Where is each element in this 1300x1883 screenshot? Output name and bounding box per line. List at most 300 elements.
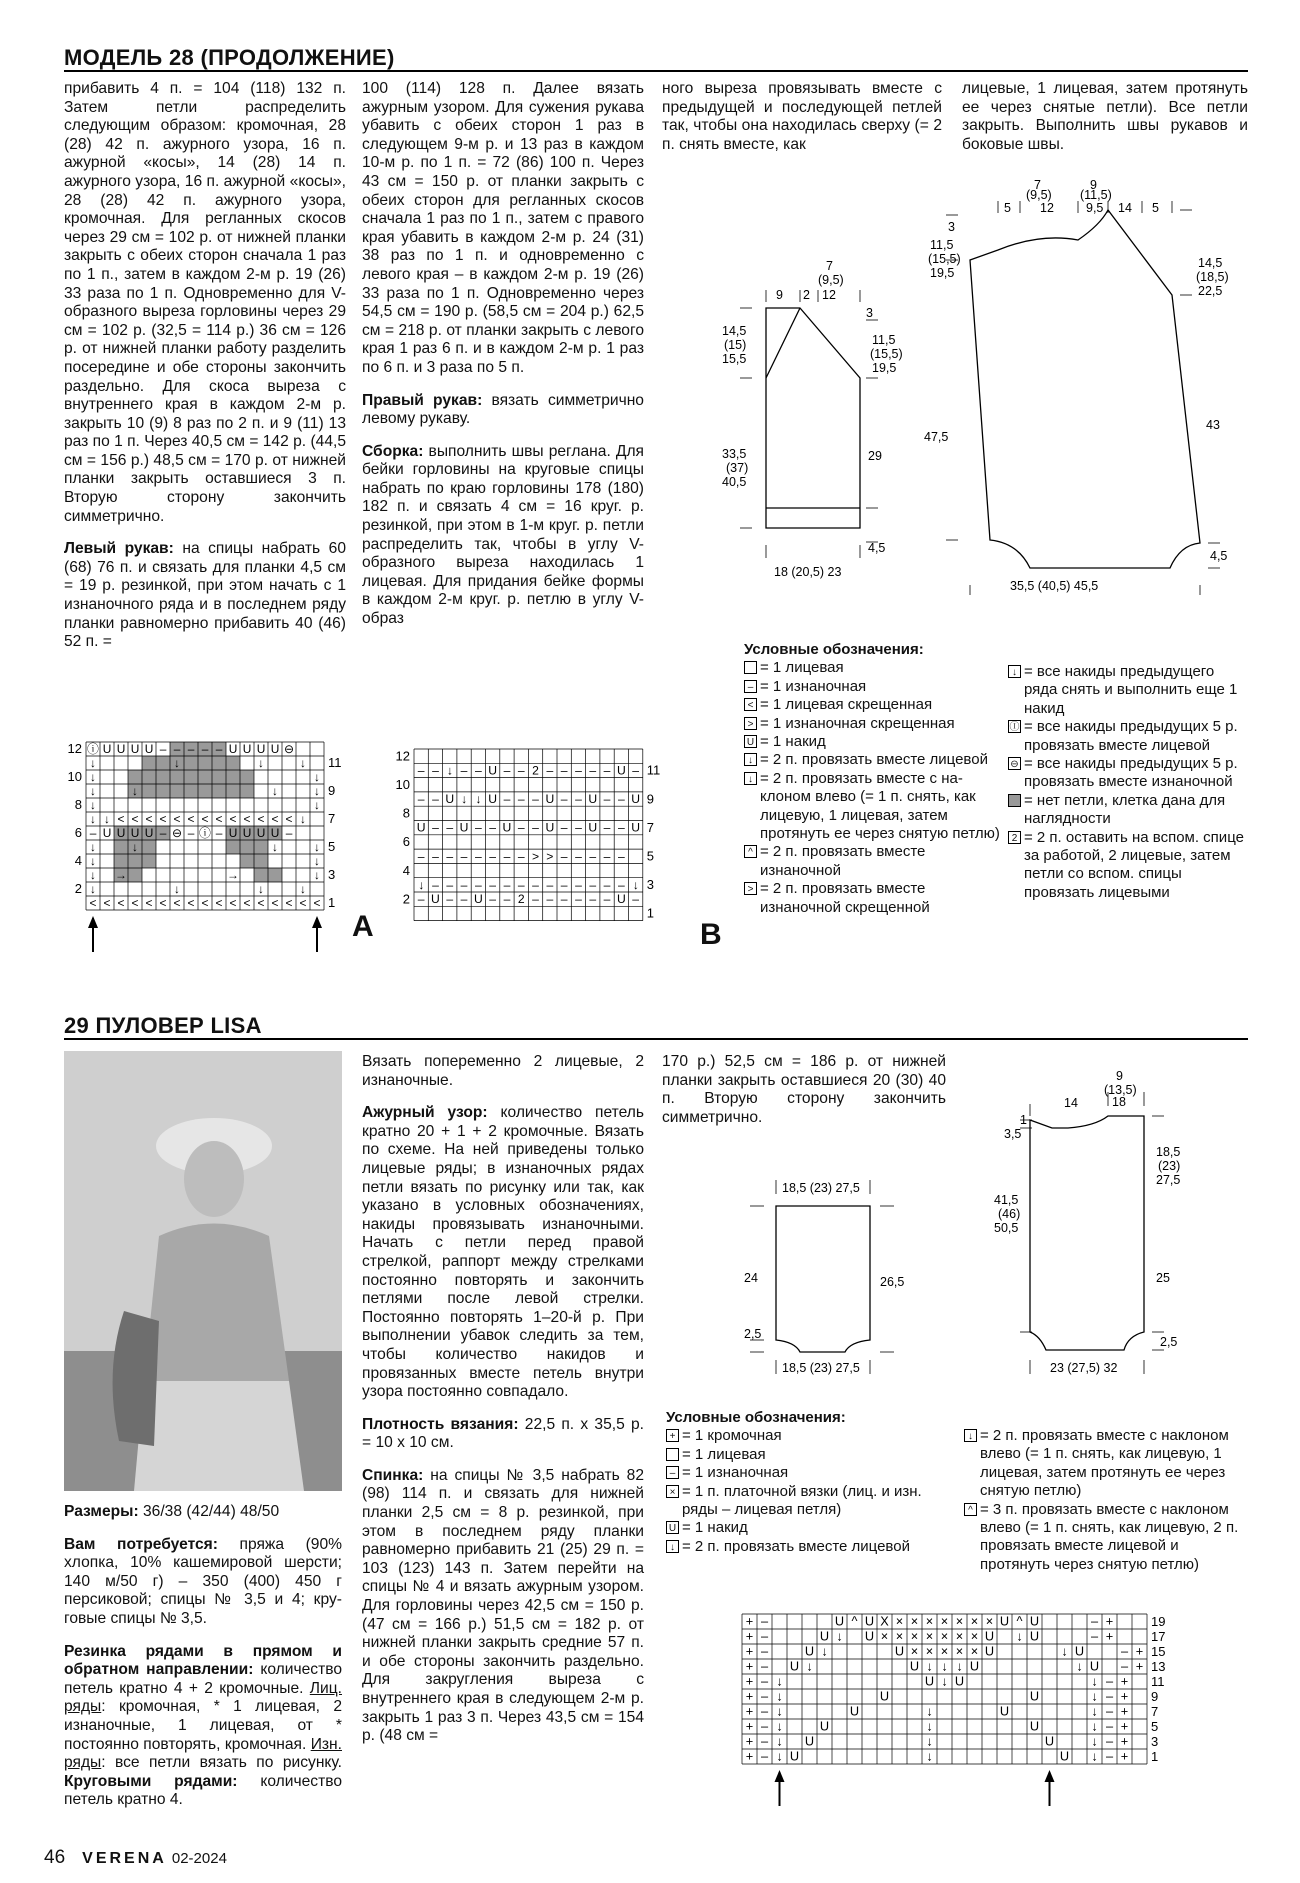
dim-label: 18 (20,5) 23	[774, 565, 842, 579]
dim-label: 47,5	[924, 430, 949, 444]
legend-item	[666, 1483, 956, 1520]
legend-symbol-icon	[744, 661, 757, 674]
chart-symbol: –	[1090, 1628, 1099, 1644]
chart-symbol: <	[187, 811, 195, 826]
chart-symbol: –	[474, 763, 482, 778]
legend-text: = 1 лицевая	[682, 1445, 766, 1463]
chart-symbol: –	[575, 892, 582, 907]
chart-symbol: –	[546, 892, 554, 907]
legend-item	[744, 715, 1004, 733]
chart-symbol: U	[1089, 1658, 1100, 1674]
chart-symbol: ×	[970, 1643, 979, 1659]
chart-symbol: +	[1120, 1673, 1129, 1689]
chart-symbol: U	[488, 792, 498, 807]
legend-symbol-icon: U	[666, 1521, 679, 1534]
chart-symbol: ↓	[90, 811, 96, 826]
chart-symbol: –	[432, 763, 439, 778]
legend-text: = 2 п. провязать вместе изнаночной	[760, 843, 926, 879]
chart-symbol: –	[760, 1703, 769, 1719]
chart-symbol: +	[745, 1703, 754, 1719]
chart-symbol: ↓	[776, 1673, 783, 1689]
chart-cell-grey	[268, 868, 282, 882]
section-rule	[64, 70, 1248, 72]
knitting-chart-b	[390, 745, 710, 945]
legend-item	[1008, 663, 1248, 718]
dim-label: 4,5	[1210, 549, 1228, 563]
text-column-1	[64, 80, 346, 666]
chart-cell-grey	[142, 784, 156, 798]
chart-b-grid	[390, 745, 710, 945]
legend-symbol-icon: U	[744, 735, 757, 748]
dim-label: 14,5	[722, 324, 747, 338]
legend-item	[744, 678, 1004, 696]
chart-symbol: ×	[925, 1613, 934, 1629]
chart-symbol: +	[1120, 1748, 1129, 1764]
model-photo	[64, 1051, 342, 1491]
chart-symbol: –	[1105, 1733, 1114, 1749]
chart-symbol: –	[603, 763, 611, 778]
chart-cell-grey	[198, 784, 212, 798]
dim-label: (15)	[724, 338, 747, 352]
chart-cell-grey	[128, 868, 142, 882]
legend-symbol-icon: ↓	[744, 772, 757, 785]
dim-label: 19,5	[872, 361, 897, 375]
dim-label: 29	[868, 449, 882, 463]
chart-symbol: ⓘ	[87, 741, 99, 756]
chart-symbol: –	[760, 1718, 769, 1734]
chart-symbol: U	[102, 741, 112, 756]
legend-text: = 1 лицевая скрещенная	[760, 696, 933, 714]
dim-label: (9,5)	[818, 273, 844, 287]
legend-symbol-icon: ↓	[1008, 665, 1021, 678]
chart-a-label: A	[352, 910, 374, 943]
chart-row-label: 9	[646, 791, 655, 807]
chart-symbol: U	[999, 1703, 1010, 1719]
legend-text: = 2 п. оставить на вспом. спице за работой, 2 лицевые, затем петли со вспом. спицы провязать лицевыми	[1024, 828, 1244, 901]
dim-label: 3	[866, 306, 873, 320]
chart-symbol: ↓	[314, 783, 320, 798]
chart-symbol: +	[745, 1643, 754, 1659]
text-column-7: 170 р.) 52,5 см = 186 р. от нижней планки закрыть оставшиеся 20 (30) 40 п. Вторую сторону закончить симметрично.	[662, 1053, 946, 1126]
legend-item	[1008, 755, 1248, 792]
chart-cell-grey	[128, 854, 142, 868]
chart-symbol: ×	[925, 1643, 934, 1659]
chart-symbol: +	[1105, 1613, 1114, 1629]
legend-item	[964, 1501, 1248, 1575]
chart-cell-grey	[184, 756, 198, 770]
chart-symbol: ↓	[272, 839, 278, 854]
chart-symbol: ↓	[314, 797, 320, 812]
dim-label: 7	[1034, 178, 1041, 192]
dim-label: 11,5	[872, 333, 896, 347]
chart-symbol: ↓	[258, 755, 264, 770]
chart-cell-grey	[114, 854, 128, 868]
chart-symbol: –	[432, 877, 439, 892]
chart-symbol: ↓	[1016, 1628, 1023, 1644]
dim-label: 5	[1004, 201, 1011, 215]
section-heading-model-29: 29 ПУЛОВЕР LISA	[64, 1013, 262, 1038]
dim-label: 9	[776, 288, 783, 302]
chart-row-label: 5	[646, 848, 655, 864]
chart-cell-grey	[198, 756, 212, 770]
chart-symbol: –	[417, 763, 425, 778]
chart-symbol: –	[560, 892, 568, 907]
legend-text: = 1 п. платочной вязки (лиц. и изн. ряды – лицевая петля)	[682, 1482, 922, 1519]
legend-item	[744, 770, 1004, 844]
chart-symbol: ↓	[446, 763, 453, 778]
chart-symbol: ×	[985, 1613, 994, 1629]
chart-cell-grey	[240, 854, 254, 868]
legend-2-right	[964, 1427, 1248, 1574]
chart-symbol: +	[1135, 1643, 1144, 1659]
chart-symbol: U	[116, 741, 126, 756]
chart-symbol: <	[173, 895, 181, 910]
chart-symbol: ↓	[776, 1748, 783, 1764]
chart-symbol: –	[532, 792, 539, 807]
chart-symbol: –	[617, 877, 625, 892]
chart-symbol: U	[616, 892, 626, 907]
chart-symbol: +	[1120, 1703, 1129, 1719]
chart-symbol: –	[489, 877, 497, 892]
chart-row-label: 2	[402, 891, 410, 907]
chart-symbol: –	[617, 792, 625, 807]
chart-symbol: –	[474, 849, 482, 864]
dim-label: (46)	[998, 1207, 1021, 1221]
chart-symbol: U	[130, 741, 140, 756]
chart-symbol: ↓	[1076, 1658, 1083, 1674]
chart-symbol: ↓	[300, 881, 306, 896]
chart-symbol: ↓	[90, 839, 96, 854]
legend-item	[744, 751, 1004, 769]
chart-symbol: ↓	[1091, 1748, 1098, 1764]
chart-symbol: <	[215, 895, 223, 910]
paragraph: прибавить 4 п. = 104 (118) 132 п. Затем петли распределить следующим образом: кромочная, 28 (28) 42 п. ажурного узора, 16 п. ажурной «косы», 14 (28) 14 п. ажурного узора, 16 п. ажурной «косы», 28 (28) 42 п. ажурного узора, кромочная. Для регланных скосов через 29 см = 102 р. от нижней планки закрыть с обеих сторон сначала 1 раз по 1 п., затем в каждом 2-м р. 19 (26) 33 раза по 1 п. Одновременно для V-образного выреза горловины через 29 см = 102 р. (32,5 = 114 р.) 36 см = 126 р. от нижней планки работу разделить посередине и обе стороны закончить раздельно. Для скоса выреза с внутреннего края в каждом 2-м р. закрыть 10 (9) 8 раз по 2 п. и 9 (11) 13 раз по 1 п. Через 40,5 см = 142 р. (44,5 см = 156 р.) 48,5 см = 170 р. от нижней планки закрыть оставшиеся 3 п. Вторую сторону закончить симметрично.	[64, 80, 346, 525]
chart-symbol: U	[954, 1673, 965, 1689]
legend-text: = нет петли, клетка дана для наглядности	[1024, 791, 1226, 828]
chart-symbol: +	[745, 1718, 754, 1734]
chart-symbol: U	[588, 820, 598, 835]
dim-label: 22,5	[1198, 284, 1223, 298]
legend-item	[744, 880, 1004, 917]
magazine-name: VERENA	[82, 1850, 167, 1867]
legend-text: = 2 п. провязать вместе с наклоном влево (= 1 п. снять, как лицевую, 1 лицевая, затем протянуть ее через снятую петлю)	[980, 1427, 1229, 1500]
chart-symbol: U	[270, 825, 280, 840]
chart-symbol: U	[431, 892, 440, 907]
legend-item	[666, 1427, 956, 1445]
chart-symbol: U	[999, 1613, 1010, 1629]
chart-symbol: –	[417, 792, 425, 807]
legend-item	[1008, 718, 1248, 755]
chart-symbol: U	[1029, 1688, 1040, 1704]
chart-symbol: –	[432, 792, 439, 807]
chart-symbol: –	[432, 849, 439, 864]
dim-label: 23 (27,5) 32	[1050, 1361, 1118, 1375]
chart-symbol: <	[159, 811, 167, 826]
chart-row-label: 7	[328, 811, 336, 827]
dim-label: 15,5	[722, 352, 747, 366]
chart-symbol: <	[257, 895, 265, 910]
chart-symbol: U	[631, 820, 641, 835]
chart-symbol: –	[517, 792, 525, 807]
chart-symbol: U	[270, 741, 280, 756]
chart-symbol: U	[588, 792, 598, 807]
chart-cell-grey	[226, 756, 240, 770]
chart-symbol: –	[760, 1688, 769, 1704]
chart-symbol: –	[1105, 1688, 1114, 1704]
legend-1-right	[1008, 663, 1248, 902]
chart-symbol: U	[984, 1628, 995, 1644]
chart-cell-grey	[254, 840, 268, 854]
chart-symbol: –	[215, 741, 223, 756]
chart-row-label: 5	[1151, 1719, 1159, 1734]
legend-symbol-icon: <	[744, 698, 757, 711]
legend-symbol-icon: ↓	[964, 1429, 977, 1442]
chart-symbol: ↓	[314, 769, 320, 784]
schema-front-part	[700, 240, 950, 600]
legend-symbol-icon: Ⓘ	[1009, 722, 1020, 734]
dim-label: 14	[1118, 201, 1132, 215]
chart-row-label: 3	[1151, 1734, 1159, 1749]
chart-symbol: →	[115, 867, 127, 882]
chart-symbol: ↓	[776, 1703, 783, 1719]
dim-label: 41,5	[994, 1193, 1019, 1207]
chart-symbol: –	[603, 849, 611, 864]
dim-label: 19,5	[930, 266, 955, 280]
text-column-3: ного выреза провязывать вместе с предыдущей и последующей петлей так, чтобы она находилась сверху (= 2 п. снять вместе, как	[662, 80, 942, 153]
chart-cell-grey	[254, 854, 268, 868]
chart-symbol: U	[459, 820, 469, 835]
legend-title: Условные обозначения:	[744, 641, 924, 658]
chart-symbol: >	[532, 849, 540, 864]
chart-symbol: +	[745, 1733, 754, 1749]
dim-label: (11,5)	[1080, 188, 1112, 202]
chart-symbol: <	[243, 811, 251, 826]
chart-symbol: –	[446, 892, 454, 907]
legend-symbol-icon	[666, 1448, 679, 1461]
chart-symbol: +	[745, 1688, 754, 1704]
chart-symbol: ↓	[926, 1718, 933, 1734]
chart-symbol: –	[517, 820, 525, 835]
chart-symbol: U	[1044, 1733, 1055, 1749]
chart-symbol: ×	[955, 1643, 964, 1659]
dim-label: 33,5	[722, 447, 747, 461]
paragraph: Сборка: выполнить швы реглана. Для бейки горловины на круговые спицы набрать по краю горловины 178 (180) 182 п. и связать 4 см = 16 круг. р. резинкой, при этом в 1-м круг. р. петли распределить так, чтобы в углу V-образного выреза находилась 1 лицевая. Для придания бейке формы в каждом 2-м круг. р. петлю в углу V-образ	[362, 442, 644, 628]
legend-text: = все накиды предыдущих 5 р. провязать вместе изнаночной	[1024, 755, 1238, 791]
chart-symbol: ↓	[90, 797, 96, 812]
chart-symbol: U	[834, 1613, 845, 1629]
chart-symbol: U	[445, 792, 455, 807]
chart-symbol: <	[285, 895, 293, 910]
chart-symbol: –	[517, 763, 525, 778]
chart-symbol: –	[474, 820, 482, 835]
chart-symbol: U	[256, 741, 266, 756]
chart-symbol: –	[575, 792, 582, 807]
legend-symbol-icon: ^	[964, 1503, 977, 1516]
chart-symbol: –	[603, 820, 611, 835]
chart-symbol: –	[532, 820, 539, 835]
chart-symbol: U	[242, 741, 252, 756]
legend-1-left	[744, 641, 1004, 917]
chart-symbol: –	[517, 849, 525, 864]
legend-symbol-icon: >	[744, 717, 757, 730]
chart-cell-grey	[156, 784, 170, 798]
legend-symbol-icon: +	[666, 1429, 679, 1442]
chart-symbol: ↓	[776, 1688, 783, 1704]
chart-symbol: <	[117, 811, 125, 826]
chart-row-label: 4	[74, 853, 82, 869]
dim-label: (13,5)	[1104, 1083, 1137, 1097]
legend-text: = 3 п. провязать вместе с наклоном влево (= 1 п. снять, как лицевую, 2 п. провязать вместе лицевой и протянуть через снятую петлю)	[980, 1500, 1239, 1573]
chart-symbol: ↓	[941, 1658, 948, 1674]
chart-symbol: –	[603, 792, 611, 807]
chart-symbol: –	[215, 825, 223, 840]
chart-symbol: ↓	[90, 783, 96, 798]
chart-symbol: U	[789, 1658, 800, 1674]
chart-symbol: <	[159, 895, 167, 910]
dim-label: 12	[1040, 201, 1054, 215]
section-heading-model-28: МОДЕЛЬ 28 (ПРОДОЛЖЕНИЕ)	[64, 45, 395, 70]
chart-symbol: ×	[925, 1628, 934, 1644]
chart-symbol: +	[1135, 1658, 1144, 1674]
chart-symbol: 2	[517, 892, 525, 907]
chart-symbol: –	[1105, 1718, 1114, 1734]
chart-cell-grey	[170, 784, 184, 798]
chart-a-grid	[62, 738, 362, 958]
chart-cell-grey	[142, 840, 156, 854]
chart-symbol: –	[1105, 1673, 1114, 1689]
legend-item	[666, 1464, 956, 1482]
dim-label: 14	[1064, 1096, 1078, 1110]
chart-symbol: ↓	[926, 1658, 933, 1674]
chart-row-label: 9	[1151, 1689, 1159, 1704]
chart-symbol: ×	[910, 1628, 919, 1644]
chart-row-label: 5	[328, 839, 336, 855]
chart-symbol: ↓	[926, 1748, 933, 1764]
chart-symbol: ↓	[132, 839, 138, 854]
chart-symbol: <	[117, 895, 125, 910]
chart-row-label: 13	[1151, 1659, 1166, 1674]
chart-row-label: 11	[1151, 1674, 1165, 1689]
chart-symbol: ×	[940, 1628, 949, 1644]
chart-row-label: 7	[646, 819, 655, 835]
legend-item	[666, 1446, 956, 1464]
chart-row-label: 12	[67, 741, 82, 757]
chart-symbol: –	[546, 763, 554, 778]
chart-symbol: <	[299, 895, 307, 910]
legend-text: = 2 п. провязать вместе лицевой	[760, 751, 988, 769]
dim-label: (9,5)	[1026, 188, 1052, 202]
chart-cell-grey	[156, 770, 170, 784]
woman-photo-icon	[64, 1051, 342, 1491]
legend-text: = 1 накид	[760, 733, 826, 751]
chart-symbol: U	[864, 1628, 875, 1644]
chart-row-label: 6	[402, 834, 410, 850]
chart-symbol: ×	[910, 1643, 919, 1659]
chart-symbol: ↓	[314, 839, 320, 854]
chart-symbol: –	[460, 892, 468, 907]
legend-text: = 1 изнаночная скрещенная	[760, 714, 955, 732]
dim-label: (37)	[726, 461, 749, 475]
dim-label: (18,5)	[1196, 270, 1229, 284]
chart-symbol: ↓	[941, 1673, 948, 1689]
dim-label: 24	[744, 1271, 758, 1285]
chart-symbol: <	[271, 811, 279, 826]
legend-title: Условные обозначения:	[666, 1409, 846, 1426]
chart-symbol: U	[144, 825, 154, 840]
chart-symbol: –	[589, 849, 597, 864]
legend-item	[744, 696, 1004, 714]
chart-symbol: –	[460, 763, 468, 778]
chart-cell-grey	[240, 770, 254, 784]
chart-symbol: U	[473, 892, 483, 907]
legend-item	[1008, 792, 1248, 829]
chart-symbol: ↓	[926, 1703, 933, 1719]
chart-symbol: ⓘ	[199, 825, 211, 840]
legend-item	[666, 1519, 956, 1537]
chart-symbol: +	[1105, 1628, 1114, 1644]
chart-symbol: U	[864, 1613, 875, 1629]
chart-symbol: ×	[910, 1613, 919, 1629]
chart-symbol: >	[546, 849, 554, 864]
schema-sleeve	[924, 178, 1250, 595]
chart-symbol: –	[432, 820, 439, 835]
chart-symbol: +	[1120, 1733, 1129, 1749]
dim-label: (15,5)	[928, 252, 961, 266]
dim-label: 9	[1090, 178, 1097, 192]
chart-row-label: 3	[328, 867, 336, 883]
dim-label: (15,5)	[870, 347, 903, 361]
chart-symbol: X	[880, 1613, 889, 1629]
chart-symbol: –	[503, 877, 511, 892]
chart-symbol: ↓	[258, 881, 264, 896]
chart-symbol: –	[503, 892, 511, 907]
text-column-6: Вязать попеременно 2 лицевые, 2 изнаночные. Ажурный узор: количество петель кратно 20 + 1 + 2 кромочные. Вязать по схеме. На ней приведены только лицевые ряды; в изнаночных рядах петли вязать по рисунку или так, как указано в условных обозначениях, накиды провязывать изнаночными. Начать с петли перед правой стрелкой, раппорт между стрелками постоянно повторять и закончить петлями после левой стрелки. Постоянно повторять 1–20-й р. При выполнении убавок следить за тем, чтобы количество накидов и провязанных вместе петель внутри узора постоянно совпадало. Плотность вязания: 22,5 п. х 35,5 р. = 10 х 10 см. Спинка: на спицы № 3,5 набрать 82 (98) 114 п. и связать для нижней планки 2,5 см = 8 р. резинкой, при этом в последнем ряду планки равномерно прибавить 21 (25) 29 п. = 103 (123) 143 п. Затем перейти на спицы № 4 и вязать ажурным узором. Для горловины через 42,5 см = 150 р. (47 см = 166 р.) 51,5 см = 182 р. от нижней планки закрыть средние 57 п. и обе стороны закончить раздельно. Для закругления выреза с внутреннего края в следующем 2-м р. закрыть 1 раз 3 п. Через 43,5 см = 154 р. (48 см =	[362, 1053, 644, 1745]
paragraph: 100 (114) 128 п. Далее вязать ажурным узором. Для сужения рукава убавить с обеих сторон 1 раз в следующем 9-м р. и 13 раз в каждом 10-м р. по 1 п. = 72 (86) 100 п. Через 43 см = 150 р. от планки закрыть с обеих сторон для регланных скосов сначала 1 раз по 1 п., затем с правого края убавить в каждом 2-м р. 24 (31) 38 раз по 1 п. и одновременно с левого края – в каждом 2-м р. 19 (26) 33 раза по 1 п. Одновременно через 54,5 см = 190 р. (58,5 см = 204 р.) 62,5 см = 218 р. от планки закрыть с левого края 1 раз 6 п. и в каждом 2-м р. 1 раз по 6 п. и 3 раза по 5 п.	[362, 80, 644, 376]
dim-label: 9	[1116, 1069, 1123, 1083]
chart-symbol: –	[517, 877, 525, 892]
repeat-arrow-icon	[312, 916, 322, 928]
chart-cell-grey	[212, 784, 226, 798]
legend-item	[744, 733, 1004, 751]
chart-symbol: <	[89, 895, 97, 910]
chart-symbol: ↓	[461, 792, 468, 807]
dim-label: 2	[803, 288, 810, 302]
dim-label: 26,5	[880, 1275, 905, 1289]
chart-symbol: –	[632, 892, 640, 907]
chart-symbol: ×	[880, 1628, 889, 1644]
chart-symbol: ↓	[90, 881, 96, 896]
legend-text: = 1 кромочная	[682, 1427, 782, 1445]
dim-label: 4,5	[868, 541, 886, 555]
chart-symbol: U	[1029, 1718, 1040, 1734]
dim-label: 11,5	[930, 238, 954, 252]
chart-symbol: –	[460, 849, 468, 864]
section-rule	[64, 1038, 1248, 1040]
chart-symbol: U	[924, 1673, 935, 1689]
chart-cell-grey	[114, 840, 128, 854]
chart-symbol: ↓	[174, 755, 180, 770]
chart-row-label: 15	[1151, 1644, 1166, 1659]
chart-symbol: U	[228, 741, 238, 756]
chart-symbol: ⊖	[284, 741, 294, 756]
chart-symbol: –	[589, 892, 597, 907]
chart-symbol: U	[789, 1748, 800, 1764]
chart-symbol: –	[474, 877, 482, 892]
chart-symbol: ↓	[418, 877, 425, 892]
chart-cell-grey	[254, 868, 268, 882]
chart-row-label: 1	[646, 905, 655, 921]
chart-symbol: ↓	[1091, 1718, 1098, 1734]
